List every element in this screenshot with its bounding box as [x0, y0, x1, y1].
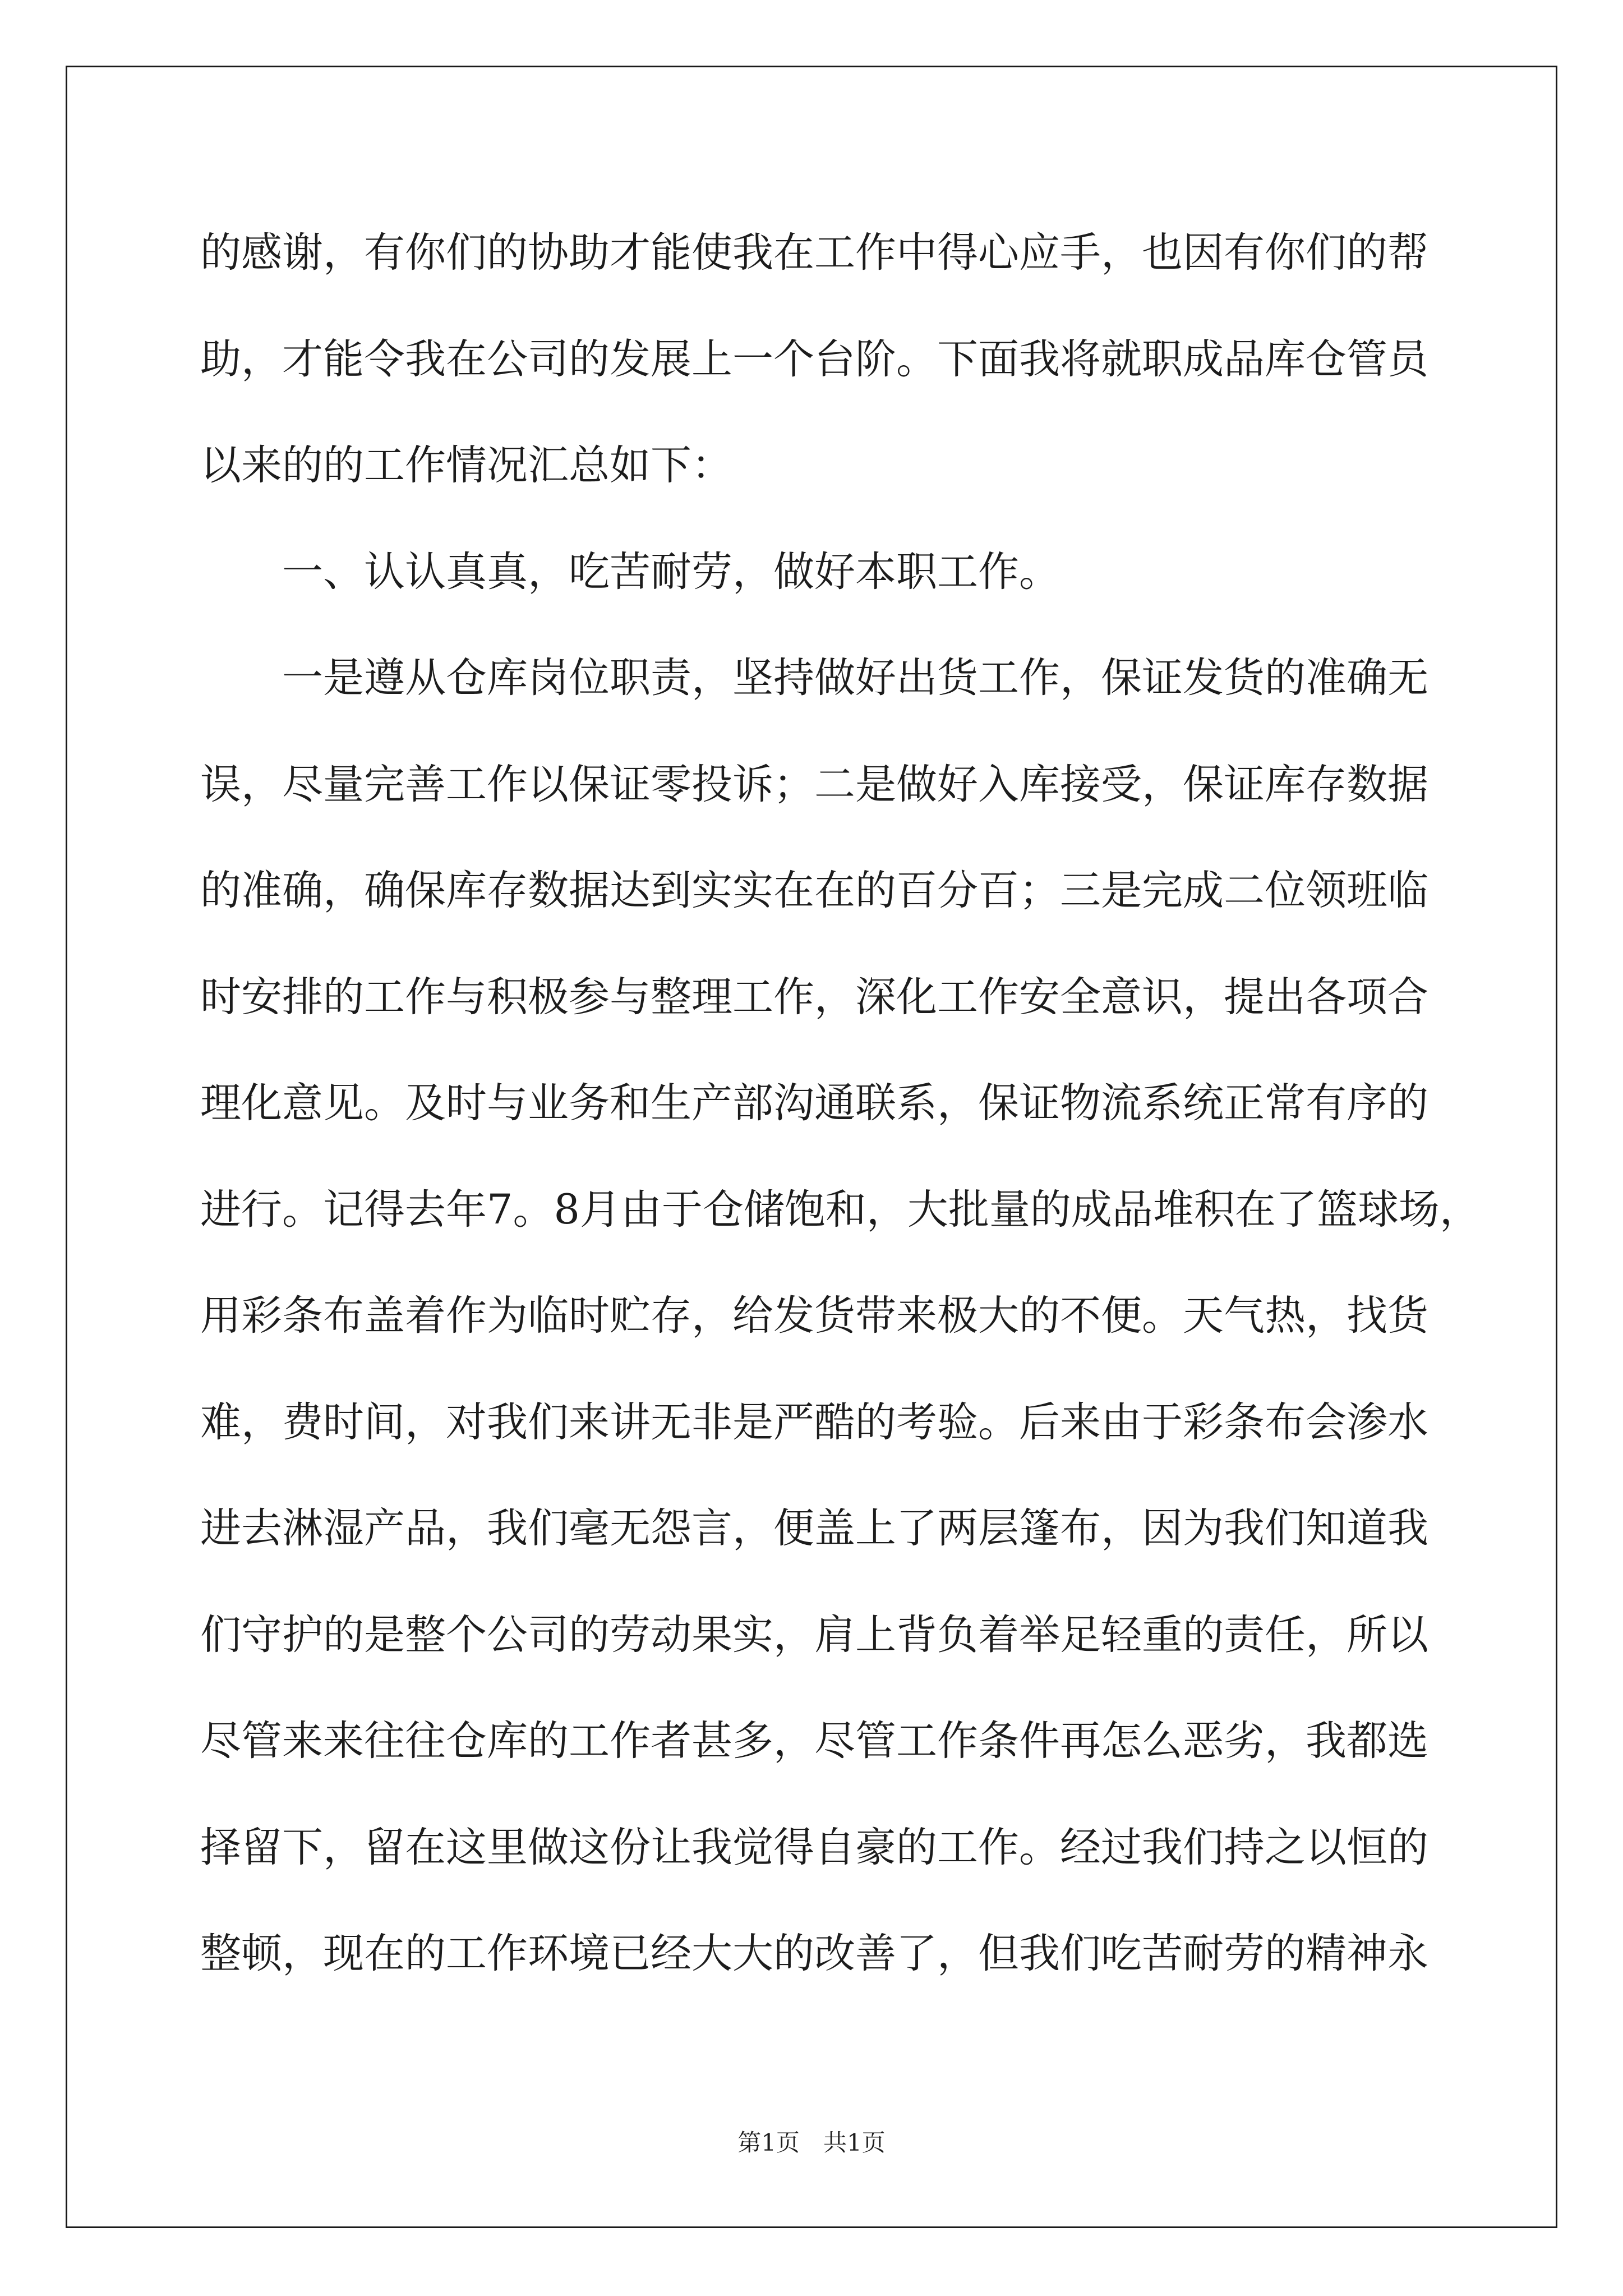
- text-line: 的准确，确保库存数据达到实实在在的百分百；三是完成二位领班临: [200, 867, 1428, 914]
- document-body: [200, 200, 1481, 2007]
- text-line: 择留下，留在这里做这份让我觉得自豪的工作。经过我们持之以恒的: [200, 1823, 1428, 1871]
- text-line: 的感谢，有你们的协助才能使我在工作中得心应手，也因有你们的帮: [200, 229, 1428, 277]
- page-total: 共1页: [823, 2129, 886, 2156]
- text-line: 时安排的工作与积极参与整理工作，深化工作安全意识，提出各项合: [200, 973, 1428, 1021]
- page-footer: [0, 2126, 1623, 2160]
- text-line: 整顿，现在的工作环境已经大大的改善了，但我们吃苦耐劳的精神永: [200, 1930, 1428, 1977]
- text-line: 理化意见。及时与业务和生产部沟通联系，保证物流系统正常有序的: [200, 1079, 1428, 1127]
- text-line: 一是遵从仓库岗位职责，坚持做好出货工作，保证发货的准确无: [200, 654, 1428, 702]
- text-line: 以来的的工作情况汇总如下：: [200, 441, 732, 489]
- text-line: 进去淋湿产品，我们毫无怨言，便盖上了两层篷布，因为我们知道我: [200, 1504, 1428, 1552]
- text-line: 用彩条布盖着作为临时贮存，给发货带来极大的不便。天气热，找货: [200, 1292, 1428, 1340]
- text-line: 们守护的是整个公司的劳动果实，肩上背负着举足轻重的责任，所以: [200, 1611, 1428, 1659]
- text-line: 助，才能令我在公司的发展上一个台阶。下面我将就职成品库仓管员: [200, 335, 1428, 383]
- section-heading: 一、认认真真，吃苦耐劳，做好本职工作。: [200, 547, 1060, 596]
- text-line: 难，费时间，对我们来讲无非是严酷的考验。后来由于彩条布会渗水: [200, 1398, 1428, 1446]
- text-line: 尽管来来往往仓库的工作者甚多，尽管工作条件再怎么恶劣，我都选: [200, 1717, 1428, 1765]
- text-line: 进行。记得去年7。8月由于仓储饱和，大批量的成品堆积在了篮球场，: [200, 1185, 1481, 1234]
- page-number: 第1页: [737, 2129, 800, 2156]
- text-line: 误，尽量完善工作以保证零投诉；二是做好入库接受，保证库存数据: [200, 760, 1428, 808]
